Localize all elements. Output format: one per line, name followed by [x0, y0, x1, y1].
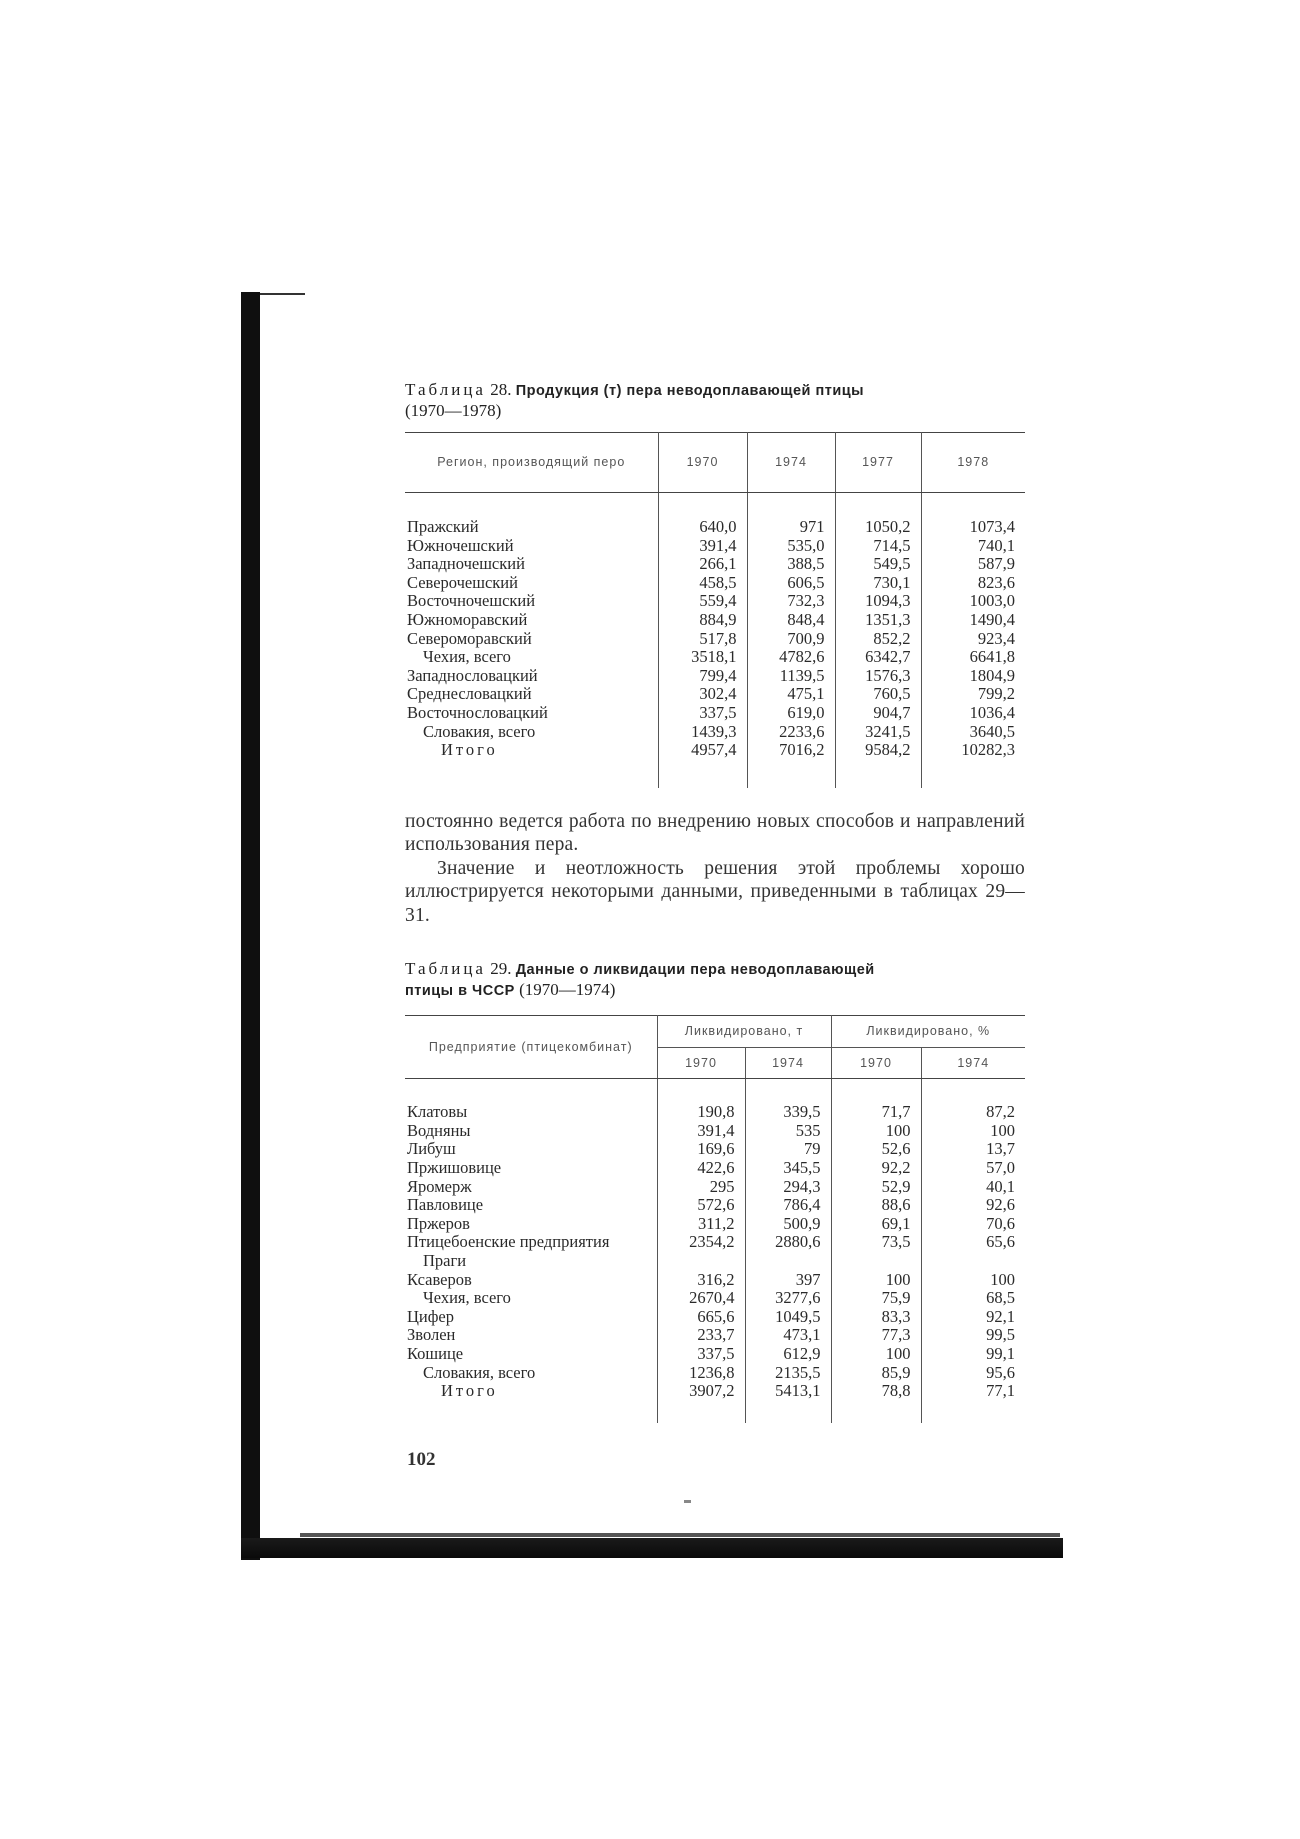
table-row	[405, 1178, 1025, 1197]
row-label: Кошице	[407, 1343, 464, 1363]
header-year: 1977	[835, 433, 921, 493]
cell-value: 1094,3	[835, 592, 921, 611]
caption-label: Таблица	[405, 380, 486, 399]
cell-value: 233,7	[657, 1326, 745, 1345]
row-label: Либуш	[407, 1139, 456, 1159]
table-row	[405, 574, 1025, 593]
cell-value: 6342,7	[835, 648, 921, 667]
cell-value: 2233,6	[747, 723, 835, 742]
cell-value: 923,4	[921, 630, 1025, 649]
caption-label: Таблица	[405, 959, 486, 979]
cell-value: 884,9	[658, 611, 747, 630]
table-row	[405, 667, 1025, 686]
table-row	[405, 630, 1025, 649]
table-header-row	[405, 433, 1025, 493]
table-row	[405, 1364, 1025, 1383]
cell-value: 473,1	[745, 1326, 831, 1345]
cell-value: 337,5	[658, 704, 747, 723]
cell-value: 3640,5	[921, 723, 1025, 742]
scan-edge-mark	[260, 293, 305, 295]
body-text	[405, 810, 1025, 928]
cell-value: 535	[745, 1122, 831, 1141]
row-label: Итого	[441, 1381, 498, 1401]
header-year: 1974	[921, 1048, 1025, 1079]
table-29-caption	[405, 959, 1025, 1001]
cell-value: 339,5	[745, 1103, 831, 1122]
table-row	[405, 592, 1025, 611]
cell-value: 606,5	[747, 574, 835, 593]
cell-value: 100	[921, 1271, 1025, 1290]
cell-value: 79	[745, 1140, 831, 1159]
table-row	[405, 1326, 1025, 1345]
cell-value: 848,4	[747, 611, 835, 630]
cell-value: 535,0	[747, 537, 835, 556]
caption-number: 28.	[490, 380, 512, 399]
row-label: Восточнословацкий	[407, 702, 548, 722]
table-row	[405, 518, 1025, 537]
cell-value: 1050,2	[835, 518, 921, 537]
table-row	[405, 1103, 1025, 1122]
page-number: 102	[407, 1448, 436, 1470]
row-label: Цифер	[407, 1306, 455, 1326]
table-row	[405, 1196, 1025, 1215]
cell-value: 700,9	[747, 630, 835, 649]
table-row	[405, 1308, 1025, 1327]
cell-value: 475,1	[747, 685, 835, 704]
table-row	[405, 1140, 1025, 1159]
cell-value: 665,6	[657, 1308, 745, 1327]
cell-value: 3907,2	[657, 1382, 745, 1401]
table-row	[405, 648, 1025, 667]
cell-value: 1439,3	[658, 723, 747, 742]
cell-value	[657, 1252, 745, 1271]
table-row	[405, 723, 1025, 742]
table-row	[405, 1271, 1025, 1290]
header-year: 1970	[657, 1048, 745, 1079]
cell-value: 57,0	[921, 1159, 1025, 1178]
cell-value: 40,1	[921, 1178, 1025, 1197]
paragraph: Значение и неотложность решения этой проблемы хорошо иллюстрируется некоторыми данными, приведенными в таблицах 29—31.	[405, 857, 1025, 926]
table-row	[405, 1122, 1025, 1141]
table-header-row	[405, 1016, 1025, 1048]
row-label: Яромерж	[407, 1176, 472, 1196]
cell-value: 87,2	[921, 1103, 1025, 1122]
cell-value: 68,5	[921, 1289, 1025, 1308]
cell-value: 73,5	[831, 1233, 921, 1252]
cell-value: 1139,5	[747, 667, 835, 686]
caption-years: (1970—1978)	[405, 401, 502, 420]
cell-value: 391,4	[657, 1122, 745, 1141]
cell-value: 71,7	[831, 1103, 921, 1122]
cell-value: 619,0	[747, 704, 835, 723]
cell-value: 302,4	[658, 685, 747, 704]
cell-value: 2354,2	[657, 1233, 745, 1252]
cell-value: 1073,4	[921, 518, 1025, 537]
caption-years: (1970—1974)	[519, 980, 616, 1000]
table-row	[405, 704, 1025, 723]
row-label: Североморавский	[407, 628, 532, 648]
cell-value: 3241,5	[835, 723, 921, 742]
cell-value: 4957,4	[658, 741, 747, 760]
row-label: Среднесловацкий	[407, 684, 532, 704]
cell-value: 904,7	[835, 704, 921, 723]
row-label: Словакия, всего	[423, 721, 536, 741]
cell-value: 169,6	[657, 1140, 745, 1159]
cell-value: 1351,3	[835, 611, 921, 630]
row-label: Итого	[441, 740, 498, 760]
cell-value: 92,1	[921, 1308, 1025, 1327]
cell-value: 1003,0	[921, 592, 1025, 611]
cell-value: 572,6	[657, 1196, 745, 1215]
table-28-caption	[405, 380, 1025, 420]
cell-value: 823,6	[921, 574, 1025, 593]
cell-value: 786,4	[745, 1196, 831, 1215]
scan-bottom-edge	[241, 1538, 1063, 1558]
cell-value: 391,4	[658, 537, 747, 556]
row-label: Клатовы	[407, 1102, 468, 1122]
table-28	[405, 432, 1025, 788]
cell-value: 3277,6	[745, 1289, 831, 1308]
table-row	[405, 1382, 1025, 1401]
cell-value: 2135,5	[745, 1364, 831, 1383]
caption-number: 29.	[490, 959, 512, 979]
cell-value: 92,6	[921, 1196, 1025, 1215]
row-label: Павловице	[407, 1195, 484, 1215]
table-row	[405, 611, 1025, 630]
cell-value: 95,6	[921, 1364, 1025, 1383]
scan-speck	[684, 1500, 691, 1503]
cell-value: 77,1	[921, 1382, 1025, 1401]
cell-value: 9584,2	[835, 741, 921, 760]
cell-value: 422,6	[657, 1159, 745, 1178]
row-label: Праги	[423, 1250, 467, 1270]
cell-value: 612,9	[745, 1345, 831, 1364]
cell-value: 99,1	[921, 1345, 1025, 1364]
cell-value: 730,1	[835, 574, 921, 593]
table-row	[405, 741, 1025, 760]
cell-value: 458,5	[658, 574, 747, 593]
row-label: Северочешский	[407, 572, 518, 592]
row-label: Пржеров	[407, 1213, 470, 1233]
cell-value: 971	[747, 518, 835, 537]
cell-value: 99,5	[921, 1326, 1025, 1345]
cell-value: 732,3	[747, 592, 835, 611]
cell-value	[831, 1252, 921, 1271]
cell-value: 1576,3	[835, 667, 921, 686]
cell-value: 549,5	[835, 555, 921, 574]
caption-title: птицы в ЧССР	[405, 983, 515, 1000]
row-label: Ксаверов	[407, 1269, 472, 1289]
scan-bottom-edge-line	[300, 1533, 1060, 1537]
table-row	[405, 1252, 1025, 1271]
row-label: Пражский	[407, 517, 479, 536]
cell-value: 2670,4	[657, 1289, 745, 1308]
paragraph: постоянно ведется работа по внедрению новых способов и направлений использования пера.	[405, 810, 1025, 856]
cell-value: 100	[831, 1122, 921, 1141]
cell-value: 1490,4	[921, 611, 1025, 630]
table-29	[405, 1015, 1025, 1423]
header-group-tonnes: Ликвидировано, т	[657, 1016, 831, 1048]
header-year: 1978	[921, 433, 1025, 493]
cell-value: 75,9	[831, 1289, 921, 1308]
cell-value: 69,1	[831, 1215, 921, 1234]
row-label: Пржишовице	[407, 1158, 502, 1177]
cell-value: 345,5	[745, 1159, 831, 1178]
row-label: Водняны	[407, 1120, 471, 1140]
book-spine-shadow	[241, 292, 260, 1560]
cell-value: 587,9	[921, 555, 1025, 574]
table-row	[405, 1233, 1025, 1252]
table-row	[405, 1159, 1025, 1178]
header-year: 1974	[747, 433, 835, 493]
row-label: Южночешский	[407, 535, 514, 555]
cell-value: 559,4	[658, 592, 747, 611]
cell-value: 1036,4	[921, 704, 1025, 723]
cell-value: 3518,1	[658, 648, 747, 667]
cell-value: 295	[657, 1178, 745, 1197]
cell-value: 1049,5	[745, 1308, 831, 1327]
cell-value: 6641,8	[921, 648, 1025, 667]
cell-value: 337,5	[657, 1345, 745, 1364]
table-row	[405, 1215, 1025, 1234]
caption-title: Продукция (т) пера неводоплавающей птицы	[515, 383, 865, 399]
cell-value: 760,5	[835, 685, 921, 704]
cell-value: 799,2	[921, 685, 1025, 704]
cell-value: 397	[745, 1271, 831, 1290]
row-label: Чехия, всего	[423, 647, 511, 667]
book-page	[405, 380, 1025, 1471]
cell-value: 500,9	[745, 1215, 831, 1234]
cell-value	[745, 1252, 831, 1271]
cell-value: 740,1	[921, 537, 1025, 556]
cell-value: 266,1	[658, 555, 747, 574]
cell-value: 77,3	[831, 1326, 921, 1345]
cell-value: 100	[831, 1271, 921, 1290]
cell-value: 640,0	[658, 518, 747, 537]
cell-value: 92,2	[831, 1159, 921, 1178]
cell-value: 65,6	[921, 1233, 1025, 1252]
header-year: 1970	[658, 433, 747, 493]
cell-value: 388,5	[747, 555, 835, 574]
cell-value: 2880,6	[745, 1233, 831, 1252]
row-label: Чехия, всего	[423, 1288, 511, 1308]
cell-value: 1804,9	[921, 667, 1025, 686]
cell-value: 100	[921, 1122, 1025, 1141]
cell-value: 294,3	[745, 1178, 831, 1197]
cell-value: 4782,6	[747, 648, 835, 667]
cell-value: 311,2	[657, 1215, 745, 1234]
header-region: Регион, производящий перо	[405, 433, 658, 493]
table-row	[405, 555, 1025, 574]
cell-value: 78,8	[831, 1382, 921, 1401]
caption-title: Данные о ликвидации пера неводоплавающей	[515, 962, 875, 979]
header-year: 1974	[745, 1048, 831, 1079]
cell-value: 852,2	[835, 630, 921, 649]
cell-value: 100	[831, 1345, 921, 1364]
row-label: Птицебоенские предприятия	[407, 1232, 610, 1252]
header-enterprise: Предприятие (птицекомбинат)	[405, 1016, 657, 1079]
cell-value: 517,8	[658, 630, 747, 649]
header-group-percent: Ликвидировано, %	[831, 1016, 1025, 1048]
row-label: Словакия, всего	[423, 1362, 536, 1382]
cell-value: 316,2	[657, 1271, 745, 1290]
cell-value: 10282,3	[921, 741, 1025, 760]
table-row	[405, 537, 1025, 556]
cell-value: 85,9	[831, 1364, 921, 1383]
row-label: Южноморавский	[407, 609, 528, 629]
table-row	[405, 1345, 1025, 1364]
cell-value: 70,6	[921, 1215, 1025, 1234]
cell-value: 83,3	[831, 1308, 921, 1327]
row-label: Восточночешский	[407, 591, 536, 611]
cell-value: 714,5	[835, 537, 921, 556]
cell-value: 13,7	[921, 1140, 1025, 1159]
table-row	[405, 1289, 1025, 1308]
row-label: Западнословацкий	[407, 665, 538, 685]
header-year: 1970	[831, 1048, 921, 1079]
cell-value: 1236,8	[657, 1364, 745, 1383]
cell-value: 190,8	[657, 1103, 745, 1122]
cell-value: 5413,1	[745, 1382, 831, 1401]
row-label: Зволен	[407, 1325, 456, 1345]
cell-value: 88,6	[831, 1196, 921, 1215]
cell-value: 7016,2	[747, 741, 835, 760]
cell-value: 52,6	[831, 1140, 921, 1159]
table-row	[405, 685, 1025, 704]
cell-value	[921, 1252, 1025, 1271]
cell-value: 799,4	[658, 667, 747, 686]
row-label: Западночешский	[407, 554, 525, 574]
cell-value: 52,9	[831, 1178, 921, 1197]
